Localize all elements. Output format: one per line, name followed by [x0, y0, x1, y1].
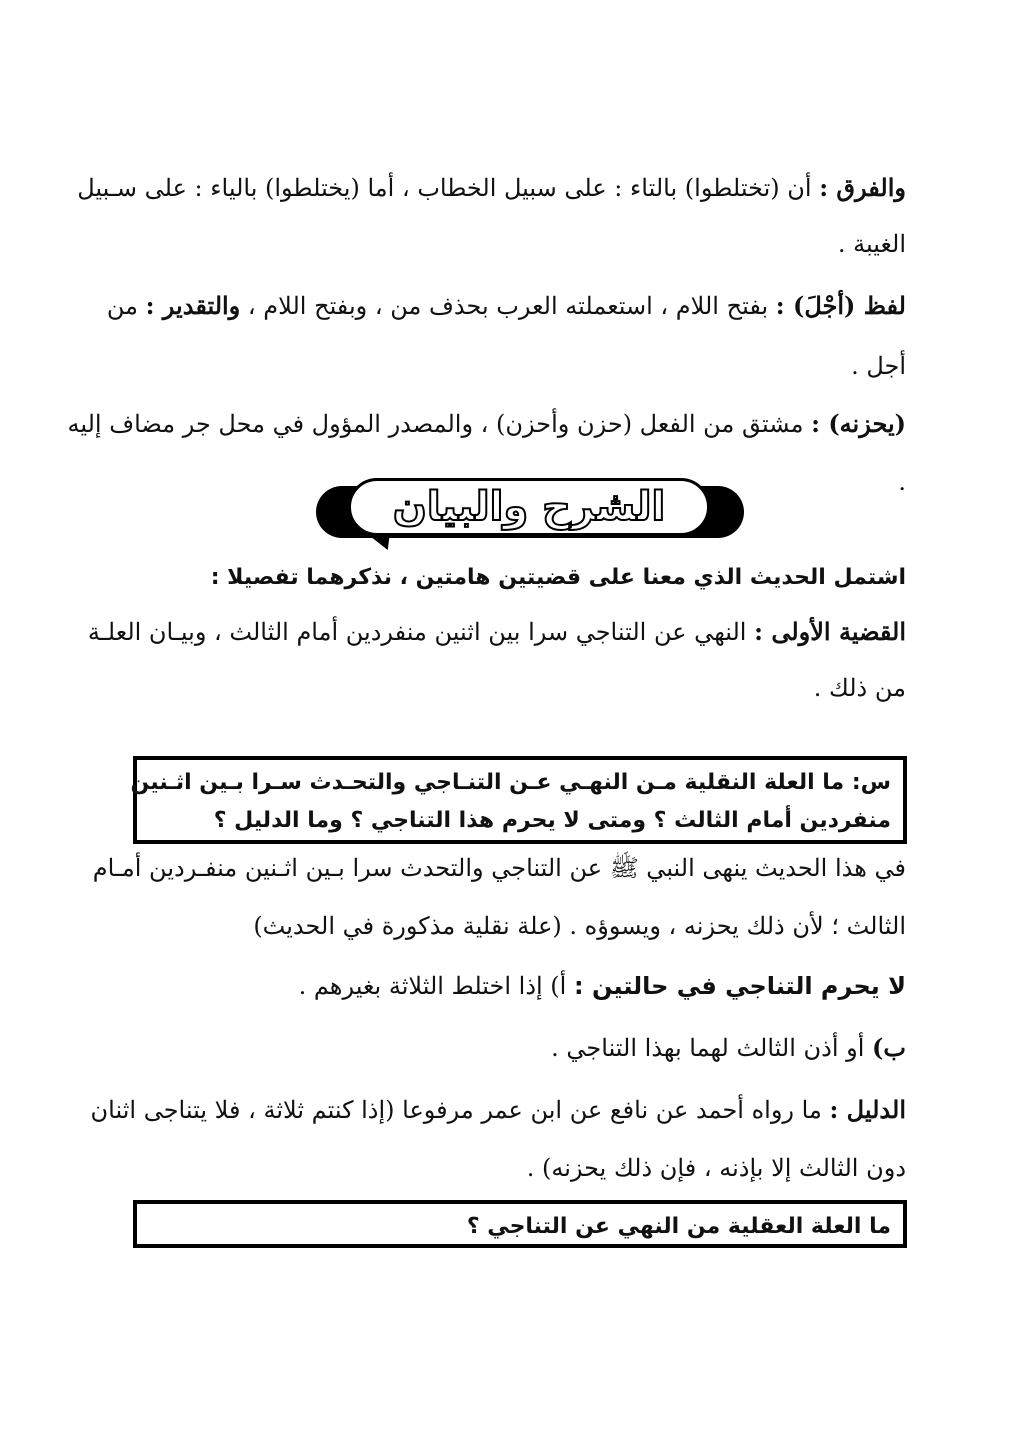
farq-cont-text: الغيبة .	[837, 230, 906, 258]
taqdir-label: والتقدير :	[145, 291, 241, 320]
question-1-line-2: منفردين أمام الثالث ؟ ومتى لا يحرم هذا التناجي ؟ وما الدليل ؟	[213, 808, 891, 833]
dalil-label: الدليل :	[829, 1095, 906, 1124]
question-box-1	[130, 756, 907, 844]
yahzun-line	[67, 406, 906, 442]
farq-continuation	[116, 226, 906, 262]
lafz-continuation	[116, 348, 906, 384]
taqdir-text: من	[106, 292, 138, 320]
lafz-text: بفتح اللام ، استعملته العرب بحذف من ، وبفتح اللام ،	[247, 292, 769, 320]
first-issue-text: النهي عن التناجي سرا بين اثنين منفردين أمام الثالث ، وبيـان العلـة	[87, 618, 747, 646]
yahzun-cont-text: .	[898, 468, 906, 496]
lafz-line	[106, 288, 906, 324]
farq-line	[77, 170, 906, 206]
conditions-line	[116, 968, 906, 1004]
lafz-cont-text: أجل .	[851, 352, 906, 380]
conditions-label: لا يحرم التناجي في حالتين :	[573, 972, 906, 1000]
first-issue-cont-text: من ذلك .	[813, 674, 906, 702]
first-issue-continuation	[116, 670, 906, 706]
condition-b-text: أو أذن الثالث لهما بهذا التناجي .	[551, 1034, 865, 1062]
answer-line-2: الثالث ؛ لأن ذلك يحزنه ، ويسوؤه . (علة نقلية مذكورة في الحديث)	[253, 912, 906, 940]
dalil-cont-text: دون الثالث إلا بإذنه ، فإن ذلك يحزنه) .	[526, 1154, 906, 1182]
yahzun-label: (يحزنه) :	[811, 409, 906, 438]
yahzun-text: مشتق من الفعل (حزن وأحزن) ، والمصدر المؤول في محل جر مضاف إليه	[67, 410, 804, 438]
lafz-label: لفظ (أجْلَ) :	[775, 291, 906, 320]
intro-line: اشتمل الحديث الذي معنا على قضيتين هامتين ، نذكرهما تفصيلا :	[210, 565, 906, 590]
dalil-continuation	[116, 1150, 906, 1186]
dalil-text: ما رواه أحمد عن نافع عن ابن عمر مرفوعا (إذا كنتم ثلاثة ، فلا يتناجى اثنان	[90, 1096, 822, 1124]
condition-b-line	[116, 1030, 906, 1066]
question-box-2	[133, 1200, 907, 1248]
section-title: الشرح والبيان	[348, 478, 710, 536]
dalil-line	[90, 1092, 906, 1128]
answer-line-1: في هذا الحديث ينهى النبي ﷺ عن التناجي والتحدث سرا بـين اثـنين منفـردين أمـام	[92, 854, 906, 882]
condition-a: أ) إذا اختلط الثلاثة بغيرهم .	[298, 972, 567, 1000]
farq-label: والفرق :	[819, 173, 906, 202]
question-1-line-1: س: ما العلة النقلية مـن النهـي عـن التنـاجي والتحـدث سـرا بـين اثـنين	[130, 770, 891, 795]
first-issue-line	[87, 614, 906, 650]
condition-b-label: ب)	[872, 1033, 906, 1062]
section-title-banner	[316, 478, 744, 558]
first-issue-label: القضية الأولى :	[754, 617, 906, 646]
question-2-line-1: ما العلة العقلية من النهي عن التناجي ؟	[466, 1214, 891, 1239]
farq-text: أن (تختلطوا) بالتاء : على سبيل الخطاب ، أما (يختلطوا) بالياء : على سـبيل	[77, 174, 812, 202]
